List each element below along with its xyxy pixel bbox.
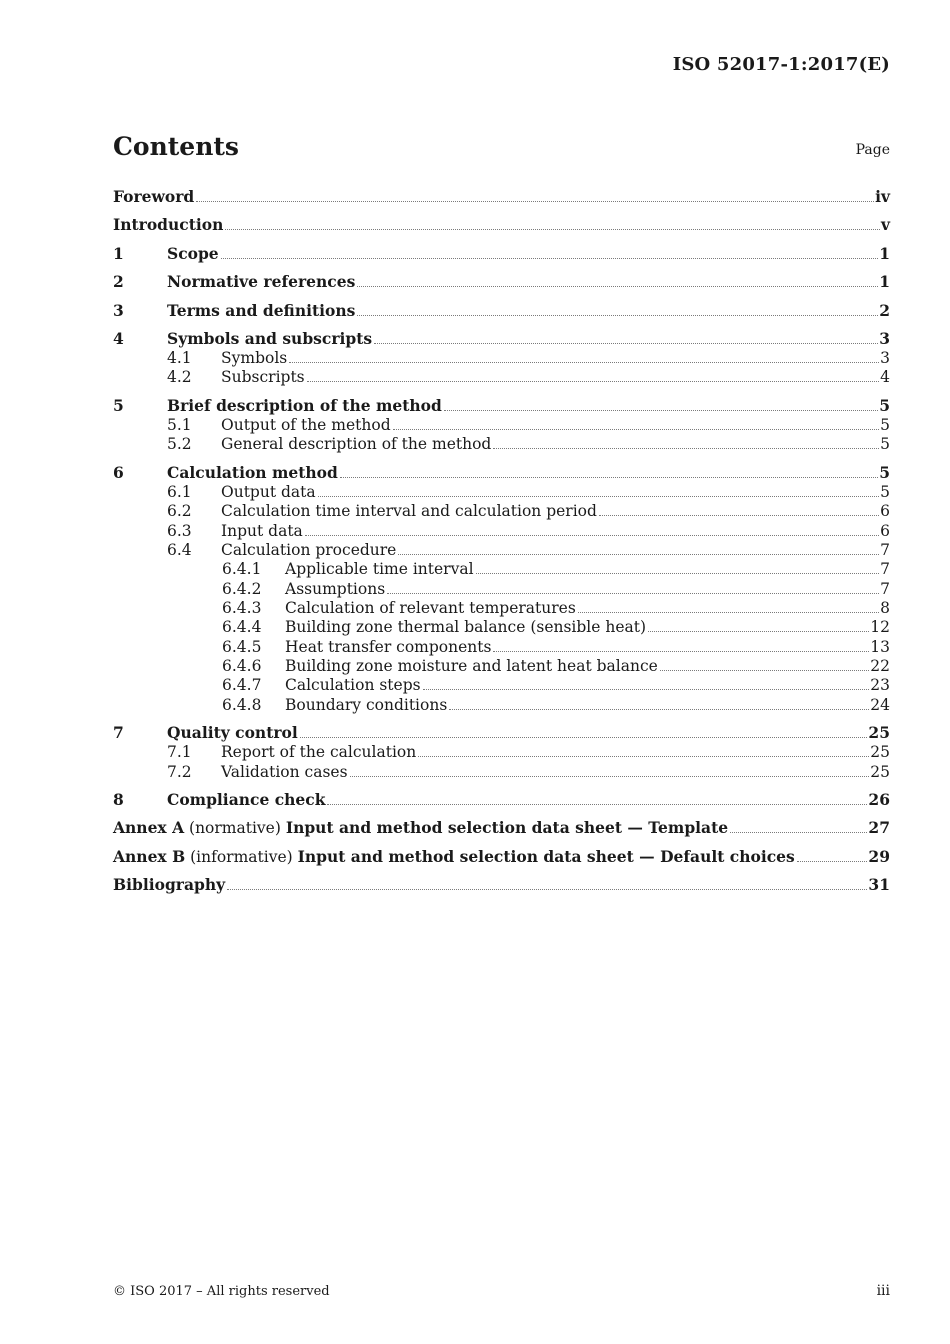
toc-entry-title: Calculation time interval and calculation period (221, 502, 597, 520)
toc-entry[interactable] (113, 433, 890, 453)
toc-entry-page: 6 (880, 502, 890, 520)
toc-entry-title: Building zone thermal balance (sensible heat) (285, 618, 647, 636)
toc-entry-number: 6.4 (167, 541, 192, 559)
toc-entry-number: 7.2 (167, 763, 192, 781)
toc-entry[interactable] (113, 500, 890, 520)
dot-leader (307, 380, 879, 382)
toc-entry[interactable] (113, 481, 890, 501)
toc-entry-page: 1 (879, 272, 890, 291)
contents-title: Contents (113, 132, 240, 161)
annex-label: Annex A (113, 818, 185, 837)
toc-entry-title: Report of the calculation (221, 743, 417, 761)
toc-entry[interactable] (113, 674, 890, 694)
toc-entry-title: Symbols and subscripts (167, 329, 373, 348)
toc-entry[interactable] (113, 846, 890, 866)
toc-entry[interactable] (113, 874, 890, 894)
dot-leader (730, 831, 867, 833)
dot-leader (418, 755, 869, 757)
toc-entry-number: 6.4.5 (222, 638, 262, 656)
toc-entry-page: 29 (868, 847, 890, 866)
dot-leader (660, 669, 869, 671)
toc-entry-title: Symbols (221, 349, 288, 367)
toc-entry[interactable] (113, 558, 890, 578)
toc-entry-page: 12 (870, 618, 890, 636)
toc-entry-page: 3 (879, 329, 890, 348)
toc-entry-title: Boundary conditions (285, 696, 448, 714)
footer-page-number: iii (876, 1283, 890, 1299)
dot-leader (444, 409, 878, 411)
toc-entry[interactable] (113, 214, 890, 234)
toc-entry-page: 3 (880, 349, 890, 367)
toc-entry-title: Calculation of relevant temperatures (285, 599, 576, 617)
dot-leader (196, 200, 874, 202)
toc-entry[interactable] (113, 366, 890, 386)
dot-leader (357, 285, 878, 287)
dot-leader (350, 775, 870, 777)
toc-entry-number: 2 (113, 272, 124, 291)
toc-entry[interactable] (113, 186, 890, 206)
toc-entry-title: Calculation method (167, 463, 338, 482)
toc-entry-page: 13 (870, 638, 890, 656)
toc-entry-title: Quality control (167, 723, 298, 742)
toc-entry-title: Output of the method (221, 416, 391, 434)
toc-entry-page: 27 (868, 818, 890, 837)
toc-entry-title: Terms and definitions (167, 301, 356, 320)
toc-entry-page: 5 (880, 416, 890, 434)
dot-leader (476, 572, 880, 574)
toc-entry-page: 22 (870, 657, 890, 675)
toc-entry-title: Assumptions (285, 580, 386, 598)
toc-entry[interactable] (113, 271, 890, 291)
toc-entry-number: 6.4.7 (222, 676, 262, 694)
dot-leader (398, 553, 879, 555)
document-id: ISO 52017-1:2017(E) (672, 54, 890, 75)
toc-entry-page: 7 (880, 580, 890, 598)
toc-entry-number: 6.4.8 (222, 696, 262, 714)
toc-entry-page: 26 (868, 790, 890, 809)
toc-entry-page: 6 (880, 522, 890, 540)
toc-entry-number: 6.4.1 (222, 560, 262, 578)
dot-leader (387, 592, 879, 594)
toc-entry[interactable] (113, 578, 890, 598)
toc-entry-number: 6.2 (167, 502, 192, 520)
toc-entry-title: Normative references (167, 272, 356, 291)
dot-leader (357, 314, 878, 316)
toc-entry-title (113, 848, 795, 866)
toc-entry-page: 2 (879, 301, 890, 320)
toc-entry-title: Output data (221, 483, 316, 501)
dot-leader (221, 257, 879, 259)
dot-leader (449, 708, 869, 710)
toc-entry-title: Foreword (113, 187, 195, 206)
toc-entry-number: 6.1 (167, 483, 192, 501)
toc-entry-title: Introduction (113, 215, 224, 234)
dot-leader (423, 688, 870, 690)
dot-leader (318, 495, 880, 497)
toc-entry-page: 7 (880, 560, 890, 578)
toc-entry[interactable] (113, 722, 890, 742)
toc-entry[interactable] (113, 395, 890, 415)
toc-entry-title: Building zone moisture and latent heat balance (285, 657, 658, 675)
dot-leader (599, 514, 879, 516)
toc-entry-title: General description of the method (221, 435, 492, 453)
toc-entry[interactable] (113, 520, 890, 540)
toc-entry[interactable] (113, 636, 890, 656)
toc-entry-page: 25 (870, 743, 890, 761)
toc-entry-page: 1 (879, 244, 890, 263)
toc-entry-title: Calculation steps (285, 676, 421, 694)
toc-entry-page: v (880, 215, 890, 234)
annex-label: Annex B (113, 847, 186, 866)
dot-leader (340, 476, 878, 478)
dot-leader (648, 630, 869, 632)
toc-entry[interactable] (113, 300, 890, 320)
toc-entry-page: 23 (870, 676, 890, 694)
dot-leader (493, 447, 879, 449)
toc-entry-page: 25 (868, 723, 890, 742)
toc-entry-page: 5 (880, 483, 890, 501)
page-column-label: Page (855, 142, 890, 158)
dot-leader (305, 534, 879, 536)
toc-entry-page: 4 (880, 368, 890, 386)
annex-type: (informative) (185, 848, 298, 866)
toc-entry-title: Applicable time interval (285, 560, 474, 578)
toc-entry-page: 8 (880, 599, 890, 617)
toc-entry-title: Bibliography (113, 875, 226, 894)
toc-entry[interactable] (113, 616, 890, 636)
toc-entry-page: 7 (880, 541, 890, 559)
toc-entry-number: 6 (113, 463, 124, 482)
toc-entry-number: 4.2 (167, 368, 192, 386)
toc-entry-title: Validation cases (221, 763, 348, 781)
toc-entry-number: 3 (113, 301, 124, 320)
dot-leader (300, 736, 868, 738)
toc-entry-number: 6.4.6 (222, 657, 262, 675)
toc-entry-page: 5 (879, 463, 890, 482)
toc-entry-title: Brief description of the method (167, 396, 442, 415)
dot-leader (578, 611, 879, 613)
toc-entry-title: Subscripts (221, 368, 305, 386)
toc-entry[interactable] (113, 655, 890, 675)
toc-entry-number: 7 (113, 723, 124, 742)
toc-entry-number: 6.4.4 (222, 618, 262, 636)
toc-entry-number: 5.1 (167, 416, 192, 434)
toc-entry-number: 4 (113, 329, 124, 348)
toc-entry-title: Scope (167, 244, 219, 263)
annex-title: Input and method selection data sheet — Default choices (297, 847, 795, 866)
toc-entry-title: Calculation procedure (221, 541, 397, 559)
toc-entry[interactable] (113, 243, 890, 263)
toc-entry-number: 5 (113, 396, 124, 415)
toc-entry-page: 5 (880, 435, 890, 453)
dot-leader (797, 860, 868, 862)
toc-entry-page: 24 (870, 696, 890, 714)
toc-entry-number: 8 (113, 790, 124, 809)
dot-leader (493, 650, 869, 652)
toc-entry-title: Compliance check (167, 790, 326, 809)
dot-leader (327, 803, 867, 805)
toc-entry-number: 1 (113, 244, 124, 263)
annex-type: (normative) (184, 819, 286, 837)
toc-entry-number: 4.1 (167, 349, 192, 367)
toc-entry-page: 31 (868, 875, 890, 894)
toc-entry-title (113, 819, 728, 837)
toc-entry[interactable] (113, 597, 890, 617)
toc-entry-page: 5 (879, 396, 890, 415)
toc-entry[interactable] (113, 741, 890, 761)
dot-leader (289, 361, 879, 363)
toc-entry-number: 6.3 (167, 522, 192, 540)
toc-entry[interactable] (113, 789, 890, 809)
toc-entry[interactable] (113, 539, 890, 559)
dot-leader (374, 342, 878, 344)
toc-entry[interactable] (113, 694, 890, 714)
toc-entry-title: Heat transfer components (285, 638, 492, 656)
toc-entry[interactable] (113, 462, 890, 482)
toc-entry[interactable] (113, 761, 890, 781)
toc-entry-number: 6.4.3 (222, 599, 262, 617)
toc-entry[interactable] (113, 347, 890, 367)
toc-entry[interactable] (113, 328, 890, 348)
toc-entry-number: 6.4.2 (222, 580, 262, 598)
toc-entry-title: Input data (221, 522, 303, 540)
dot-leader (227, 888, 867, 890)
dot-leader (225, 228, 880, 230)
toc-entry-page: 25 (870, 763, 890, 781)
dot-leader (393, 428, 880, 430)
annex-title: Input and method selection data sheet — Template (285, 818, 729, 837)
footer-copyright: © ISO 2017 – All rights reserved (113, 1284, 330, 1299)
toc-entry-number: 5.2 (167, 435, 192, 453)
toc-entry[interactable] (113, 817, 890, 837)
toc-entry-number: 7.1 (167, 743, 192, 761)
toc-entry-page: iv (875, 187, 890, 206)
toc-entry[interactable] (113, 414, 890, 434)
